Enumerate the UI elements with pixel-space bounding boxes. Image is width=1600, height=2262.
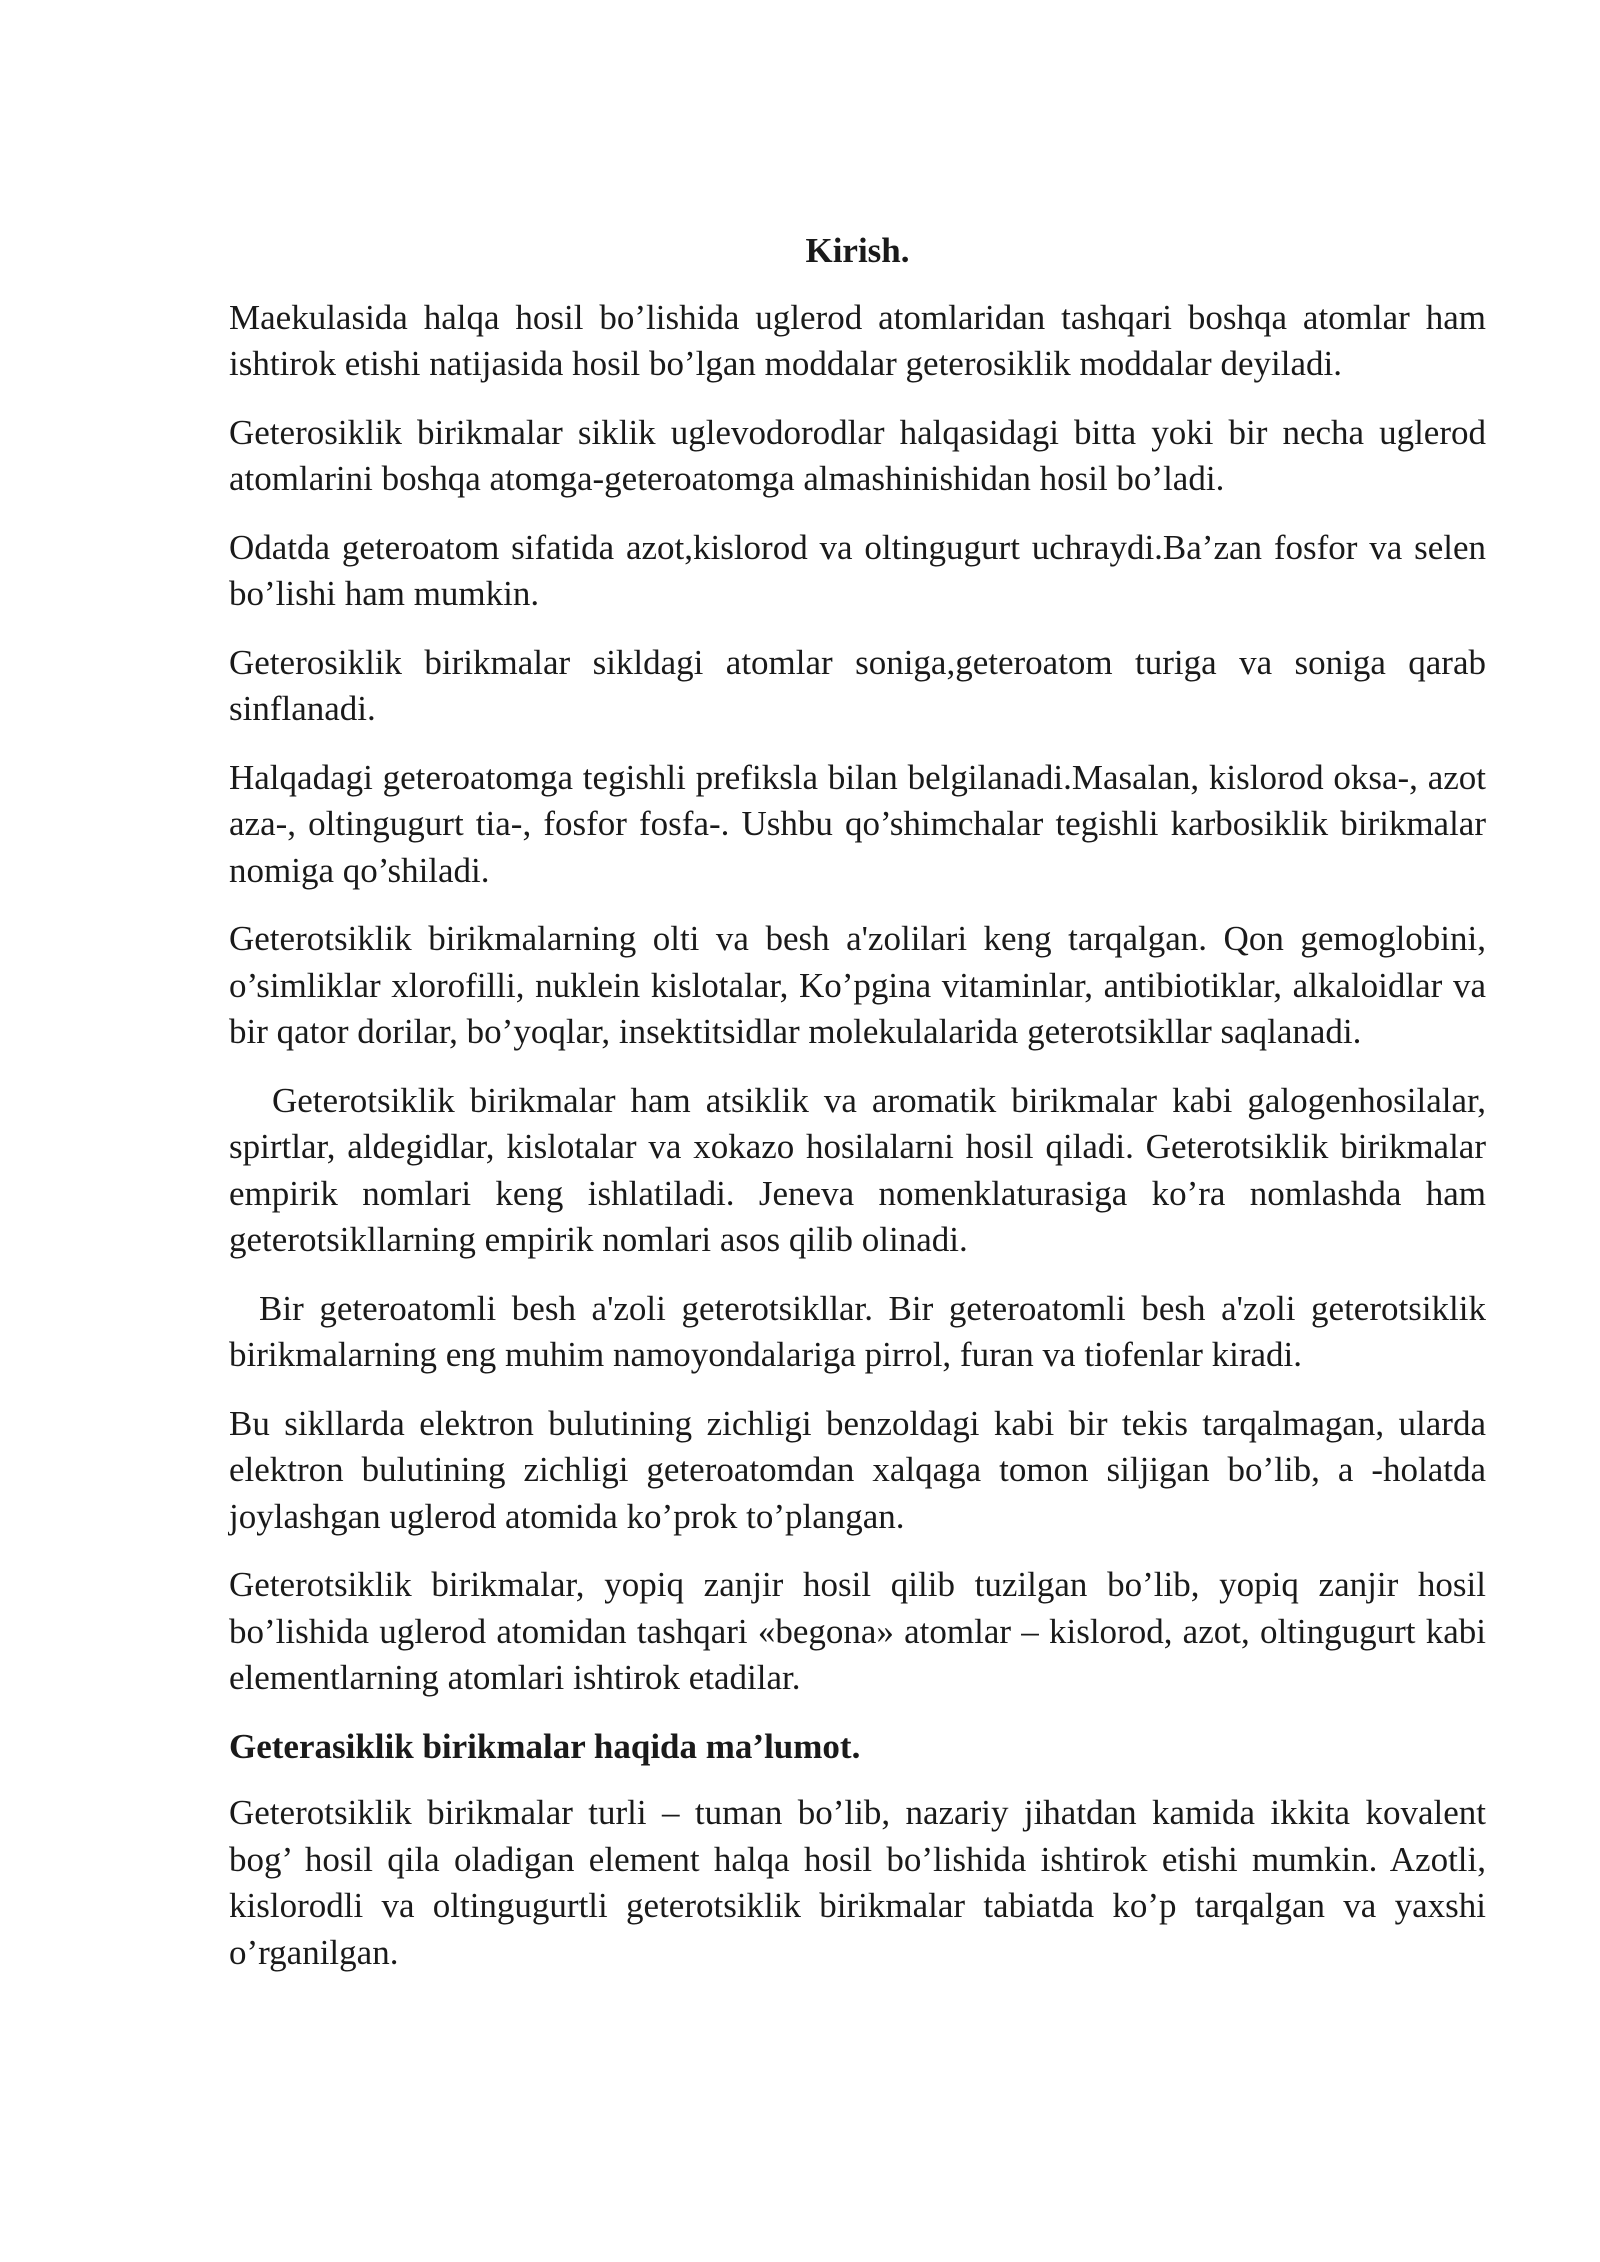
paragraph: Bir geteroatomli besh a'zoli geterotsikllar. Bir geteroatomli besh a'zoli geterotsiklik birikmalarning eng muhim namoyondalariga pirrol, furan va tiofenlar kiradi. bbox=[229, 1288, 1486, 1374]
paragraph: Odatda geteroatom sifatida azot,kislorod va oltingugurt uchraydi.Ba’zan fosfor va selen bo’lishi ham mumkin. bbox=[229, 527, 1486, 613]
paragraph: Bu sikllarda elektron bulutining zichligi benzoldagi kabi bir tekis tarqalmagan, ularda elektron bulutining zichligi geteroatomdan xalqaga tomon siljigan bo’lib, a -holatda joylashgan uglerod atomida ko’prok to’plangan. bbox=[229, 1403, 1486, 1536]
paragraph: Geterosiklik birikmalar siklik uglevodorodlar halqasidagi bitta yoki bir necha uglerod atomlarini boshqa atomga-geteroatomga almashinishidan hosil bo’ladi. bbox=[229, 412, 1486, 498]
paragraph: Geterotsiklik birikmalar ham atsiklik va aromatik birikmalar kabi galogenhosilalar, spirtlar, aldegidlar, kislotalar va xokazo hosilalarni hosil qiladi. Geterotsiklik birikmalar empirik nomlari keng ishlatiladi. Jeneva nomenklaturasiga ko’ra nomlashda ham geterotsikllarning empirik nomlari asos qilib olinadi. bbox=[229, 1080, 1486, 1259]
paragraph: Halqadagi geteroatomga tegishli prefiksla bilan belgilanadi.Masalan, kislorod oksa-, azot aza-, oltingugurt tia-, fosfor fosfa-. Ushbu qo’shimchalar tegishli karbosiklik birikmalar nomiga qo’shiladi. bbox=[229, 757, 1486, 890]
document-page bbox=[229, 228, 1486, 1998]
section-heading: Geterasiklik birikmalar haqida ma’lumot. bbox=[229, 1726, 861, 1766]
paragraph: Maekulasida halqa hosil bo’lishida uglerod atomlaridan tashqari boshqa atomlar ham ishtirok etishi natijasida hosil bo’lgan moddalar geterosiklik moddalar deyiladi. bbox=[229, 297, 1486, 383]
paragraph: Geterosiklik birikmalar sikldagi atomlar soniga,geteroatom turiga va soniga qarab sinflanadi. bbox=[229, 642, 1486, 728]
paragraph: Geterotsiklik birikmalarning olti va besh a'zolilari keng tarqalgan. Qon gemoglobini, o’simliklar xlorofilli, nuklein kislotalar, Ko’pgina vitaminlar, antibiotiklar, alkaloidlar va bir qator dorilar, bo’yoqlar, insektitsidlar molekulalarida geterotsikllar saqlanadi. bbox=[229, 919, 1486, 1051]
paragraph: Geterotsiklik birikmalar turli – tuman bo’lib, nazariy jihatdan kamida ikkita kovalent bog’ hosil qila oladigan element halqa hosil bo’lishida ishtirok etishi mumkin. Azotli, kislorodli va oltingugurtli geterotsiklik birikmalar tabiatda ko’p tarqalgan va yaxshi o’rganilgan. bbox=[229, 1793, 1486, 1972]
paragraph: Geterotsiklik birikmalar, yopiq zanjir hosil qilib tuzilgan bo’lib, yopiq zanjir hosil bo’lishida uglerod atomidan tashqari «begona» atomlar – kislorod, azot, oltingugurt kabi elementlarning atomlari ishtirok etadilar. bbox=[229, 1565, 1486, 1697]
document-title: Kirish. bbox=[805, 231, 910, 270]
